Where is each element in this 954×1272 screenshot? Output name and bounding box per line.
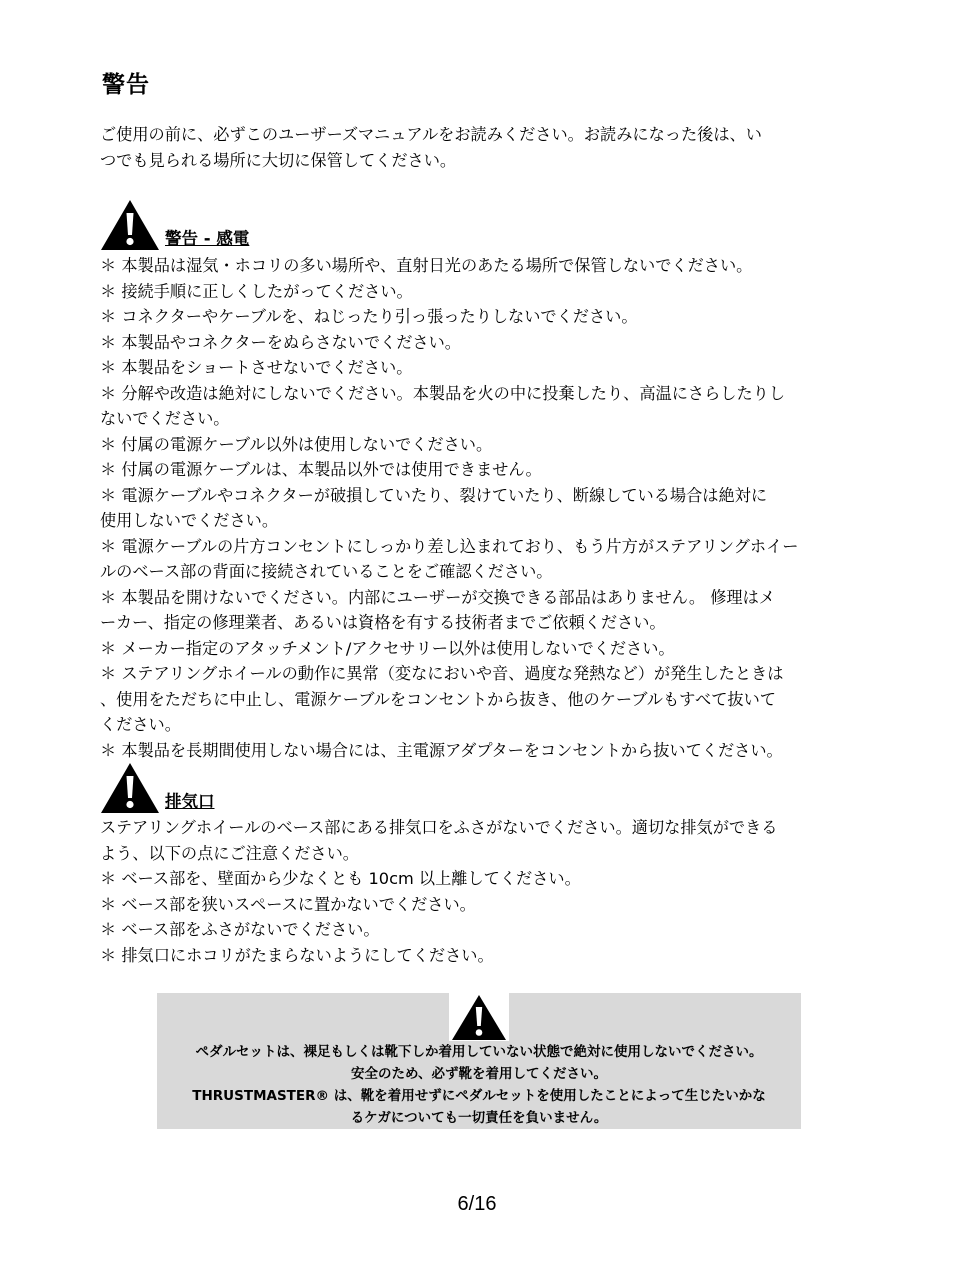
list-item: [100, 457, 870, 483]
list-item: [100, 253, 870, 279]
vent-section-title: 排気口: [165, 792, 215, 811]
notice-line: るケガについても一切責任を負いません。: [350, 1110, 608, 1126]
list-item-line: ＊ 本製品を開けないでください。内部にユーザーが交換できる部品はありません。 修理はメ: [100, 587, 775, 607]
warning-triangle-icon: [100, 199, 160, 251]
list-item: [100, 330, 870, 356]
intro-line: つでも見られる場所に大切に保管してください。: [100, 151, 457, 170]
vent-intro: [100, 815, 870, 866]
page-title: 警告: [102, 72, 150, 98]
list-item-line: ルのベース部の背面に接続されていることをご確認ください。: [100, 562, 553, 581]
shock-section-header: [100, 199, 500, 251]
list-item-line: ＊ 付属の電源ケーブルは、本製品以外では使用できません。: [100, 460, 542, 479]
warning-triangle-icon: [449, 993, 509, 1041]
notice-text: [157, 1041, 801, 1129]
list-item-line: ください。: [100, 715, 181, 734]
intro-line: ご使用の前に、必ずこのユーザーズマニュアルをお読みください。お読みになった後は、い: [100, 125, 762, 144]
list-item: [100, 483, 870, 534]
list-item: [100, 585, 870, 636]
page-number: 6/16: [457, 1193, 497, 1215]
footwear-notice-box: [157, 993, 801, 1129]
list-item-line: ＊ ステアリングホイールの動作に異常（変なにおいや音、過度な発熱など）が発生したときは: [100, 664, 784, 683]
list-item: [100, 661, 870, 738]
notice-line: THRUSTMASTER® は、靴を着用せずにペダルセットを使用したことによって生じたいかな: [192, 1088, 766, 1104]
list-item-line: ないでください。: [100, 409, 230, 428]
list-item: [100, 738, 870, 764]
list-item-line: ＊ 本製品は湿気・ホコリの多い場所や、直射日光のあたる場所で保管しないでください。: [100, 256, 753, 275]
list-item-line: ＊ 本製品をショートさせないでください。: [100, 358, 413, 377]
vent-section-header: [100, 762, 500, 814]
list-item: [100, 432, 870, 458]
list-item: [100, 381, 870, 432]
list-item-line: ＊ 接続手順に正しくしたがってください。: [100, 281, 413, 301]
list-item-line: ーカー、指定の修理業者、あるいは資格を有する技術者までご依頼ください。: [100, 613, 666, 632]
list-item: [100, 355, 870, 381]
list-item: [100, 534, 870, 585]
list-item: ＊ ベース部を、壁面から少なくとも 10cm 以上離してください。: [100, 869, 581, 888]
notice-line: ペダルセットは、裸足もしくは靴下しか着用していない状態で絶対に使用しないでください。: [195, 1044, 763, 1060]
list-item-line: ＊ 本製品やコネクターをぬらさないでください。: [100, 332, 461, 352]
list-item-line: ＊ コネクターやケーブルを、ねじったり引っ張ったりしないでください。: [100, 307, 638, 326]
notice-line: 安全のため、必ず靴を着用してください。: [351, 1066, 607, 1082]
list-item-line: 使用しないでください。: [100, 511, 279, 530]
list-item: ＊ ベース部を狭いスペースに置かないでください。: [100, 894, 476, 914]
shock-section-title: 警告 - 感電: [165, 229, 250, 248]
list-item-line: ＊ 電源ケーブルの片方コンセントにしっかり差し込まれており、もう片方がステアリングホイー: [100, 536, 799, 556]
warning-triangle-icon: [100, 762, 160, 814]
vent-intro-line: ステアリングホイールのベース部にある排気口をふさがないでください。適切な排気ができる: [100, 818, 778, 837]
list-item: [100, 304, 870, 330]
vent-list: [100, 866, 870, 968]
list-item-line: ＊ 本製品を長期間使用しない場合には、主電源アダプターをコンセントから抜いてください。: [100, 740, 783, 760]
list-item: [100, 636, 870, 662]
vent-intro-line: よう、以下の点にご注意ください。: [100, 843, 359, 863]
list-item-line: ＊ 電源ケーブルやコネクターが破損していたり、裂けていたり、断線している場合は絶対に: [100, 485, 768, 505]
list-item-line: ＊ 分解や改造は絶対にしないでください。本製品を火の中に投棄したり、高温にさらしたりし: [100, 383, 786, 403]
intro-paragraph: [100, 122, 860, 174]
list-item-line: ＊ 付属の電源ケーブル以外は使用しないでください。: [100, 434, 493, 454]
shock-warning-list: [100, 253, 870, 763]
list-item-line: 、使用をただちに中止し、電源ケーブルをコンセントから抜き、他のケーブルもすべて抜いて: [100, 689, 776, 709]
list-item-line: ＊ メーカー指定のアタッチメント/アクセサリー以外は使用しないでください。: [100, 638, 675, 658]
list-item: [100, 279, 870, 305]
list-item: ＊ ベース部をふさがないでください。: [100, 920, 380, 939]
list-item: ＊ 排気口にホコリがたまらないようにしてください。: [100, 945, 494, 965]
